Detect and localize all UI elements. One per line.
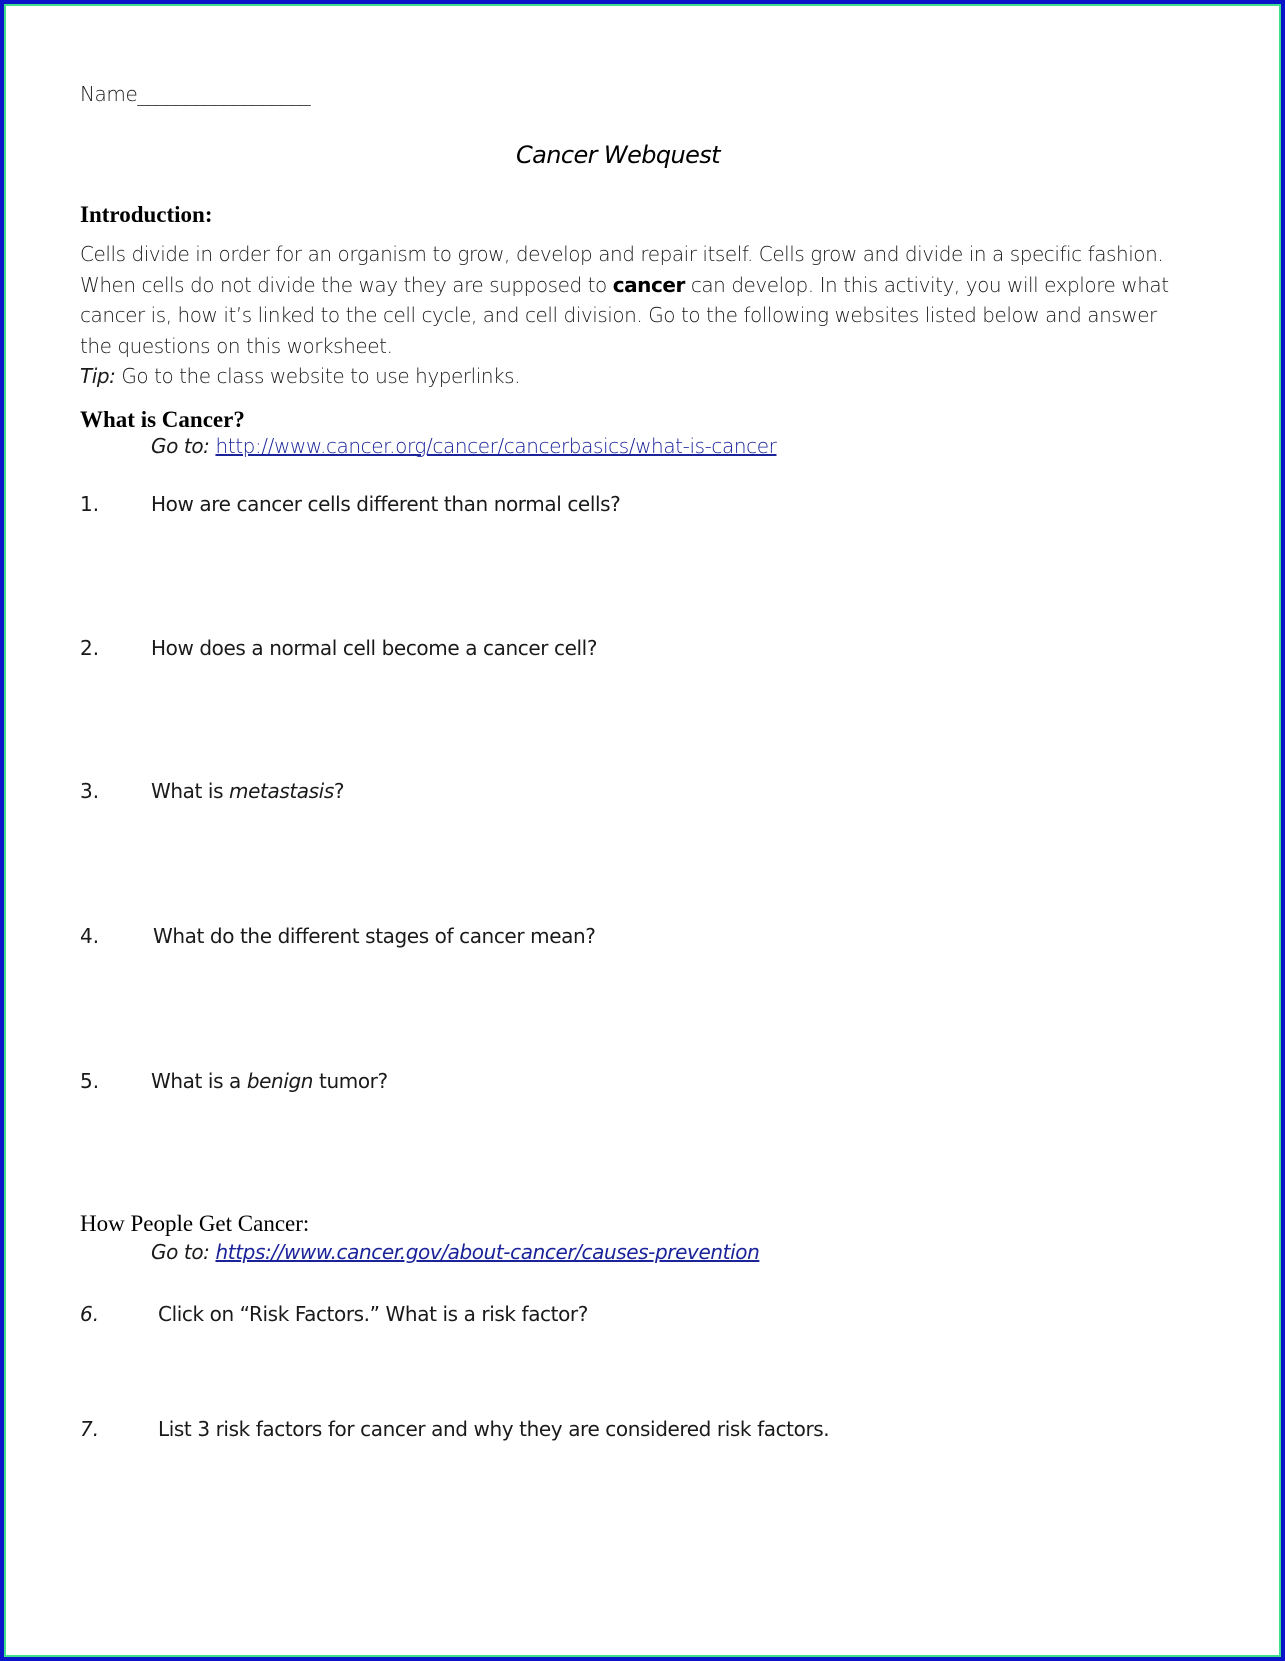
intro-text-2: can develop. In this activity, you will explore what cancer is, how it’s linked to the cell cycle, and cell division. Go to the following websites listed below and answer the questions on this worksheet. <box>80 272 1169 358</box>
section-heading-how-people-get-cancer: How People Get Cancer: <box>80 1211 310 1236</box>
section-heading-what-is-cancer: What is Cancer? <box>80 407 245 432</box>
question-text-main: List 3 risk factors for cancer and why they are considered risk factors. <box>158 1417 830 1441</box>
question-text-main: Click on “Risk Factors.” What is a risk factor? <box>158 1302 588 1326</box>
page-title: Cancer Webquest <box>516 141 720 169</box>
question-number: 7. <box>80 1417 100 1441</box>
question-text-main: What do the different stages of cancer mean? <box>153 924 596 948</box>
question-number: 6. <box>80 1302 100 1326</box>
question-text-main: What is a <box>151 1069 247 1093</box>
cancer-org-link[interactable]: http://www.cancer.org/cancer/cancerbasics/what-is-cancer <box>215 434 777 458</box>
question-number: 1. <box>80 492 100 516</box>
question-text <box>158 1417 829 1441</box>
tip-label: Tip: <box>80 364 116 388</box>
name-blank: __________________ <box>137 82 311 106</box>
cancer-gov-link[interactable]: https://www.cancer.gov/about-cancer/causes-prevention <box>215 1240 760 1264</box>
question-text-main: How does a normal cell become a cancer cell? <box>151 636 598 660</box>
intro-bold-word: cancer <box>612 272 685 297</box>
intro-text-1: Cells divide in order for an organism to grow, develop and repair itself. Cells grow and divide in a specific fashion. When cells do not divide the way they are supposed to <box>80 242 1164 297</box>
name-field <box>80 82 310 106</box>
question-text <box>151 779 344 803</box>
name-label: Name <box>80 82 138 106</box>
question-text <box>151 636 597 660</box>
question-text-end: tumor? <box>313 1069 388 1093</box>
question-text-main: What is <box>151 779 230 803</box>
introduction-paragraph <box>80 239 1180 392</box>
question-text-end: ? <box>333 779 345 803</box>
question-term: benign <box>246 1069 314 1093</box>
question-number: 2. <box>80 636 100 660</box>
question-term: metastasis <box>229 779 334 803</box>
question-text <box>151 492 620 516</box>
question-text <box>158 1302 588 1326</box>
introduction-heading: Introduction: <box>80 202 213 227</box>
question-text <box>151 1069 388 1093</box>
worksheet-page <box>6 6 1279 1655</box>
goto-label: Go to: <box>151 1240 210 1264</box>
page-frame <box>4 4 1281 1657</box>
tip-text: Go to the class website to use hyperlinks. <box>115 364 521 388</box>
goto-line-2 <box>151 1240 759 1264</box>
question-number: 4. <box>80 924 100 948</box>
goto-line-1 <box>151 434 776 458</box>
goto-label: Go to: <box>151 434 210 458</box>
question-text <box>153 924 595 948</box>
question-number: 5. <box>80 1069 100 1093</box>
question-text-main: How are cancer cells different than normal cells? <box>151 492 621 516</box>
question-number: 3. <box>80 779 100 803</box>
